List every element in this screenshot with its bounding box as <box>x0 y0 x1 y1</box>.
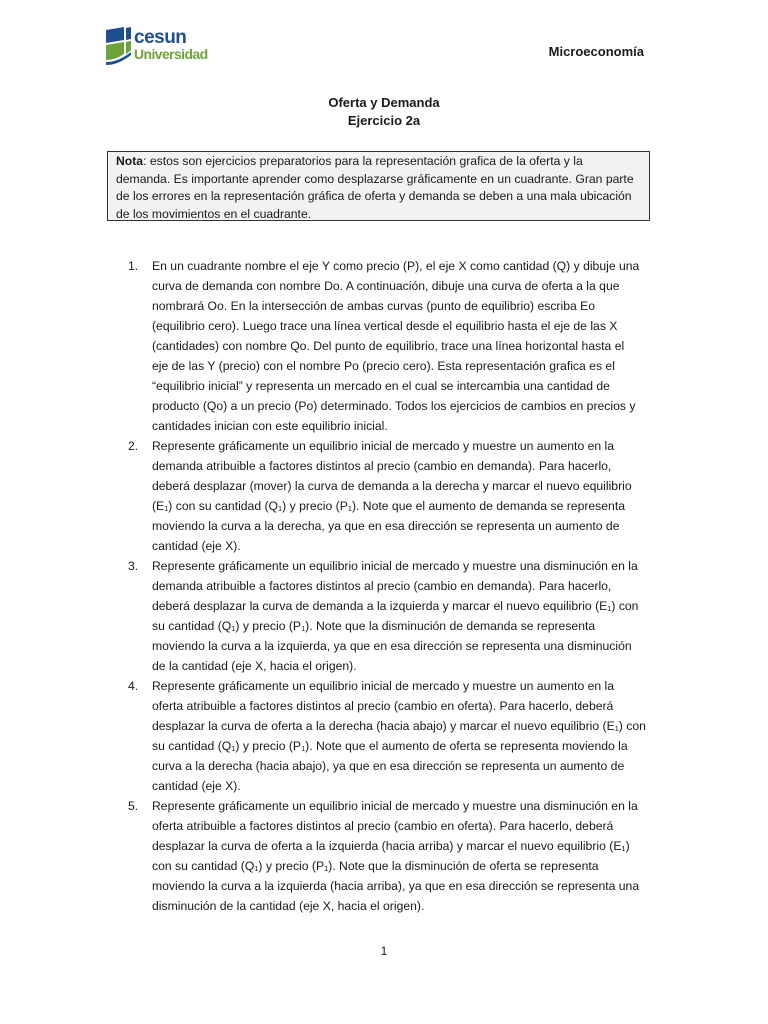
exercise-line: moviendo la curva a la derecha, ya que en esa dirección se representa un aumento de <box>152 519 620 533</box>
exercise-line: curva de demanda con nombre Do. A continuación, dibuje una curva de oferta a la que <box>152 279 620 293</box>
exercise-line: deberá desplazar la curva de demanda a la izquierda y marcar el nuevo equilibrio (E₁) con <box>152 599 639 613</box>
exercise-line: Represente gráficamente un equilibrio inicial de mercado y muestre un aumento en la <box>152 679 615 693</box>
title-line-2: Ejercicio 2a <box>347 113 421 128</box>
exercise-line: demanda atribuible a factores distintos al precio (cambio en demanda). Para hacerlo, <box>152 459 612 473</box>
title-line-1: Oferta y Demanda <box>328 95 440 110</box>
exercise-line: su cantidad (Q₁) y precio (P₁). Note que la disminución de demanda se representa <box>152 619 596 633</box>
exercise-number: 4. <box>128 679 139 693</box>
exercise-line: oferta atribuible a factores distintos al precio (cambio en oferta). Para hacerlo, deberá <box>152 699 614 713</box>
exercise-line: En un cuadrante nombre el eje Y como precio (P), el eje X como cantidad (Q) y dibuje una <box>152 259 640 273</box>
exercise-line: deberá desplazar (mover) la curva de demanda a la derecha y marcar el nuevo equilibrio <box>152 479 632 493</box>
note-box <box>107 151 650 221</box>
logo-emblem-icon <box>104 26 132 66</box>
exercise-line: (equilibrio cero). Luego trace una línea vertical desde el equilibrio hasta el eje de las X <box>152 319 618 333</box>
exercise-line: eje de las Y (precio) con el nombre Po (precio cero). Esta representación grafica es el <box>152 359 615 373</box>
exercise-item <box>128 436 660 556</box>
exercise-line: moviendo la curva a la izquierda, ya que en esa dirección se representa una disminución <box>152 639 632 653</box>
exercise-line: producto (Qo) a un precio (Po) determinado. Todos los ejercicios de cambios en precios y <box>152 399 636 413</box>
note-line: de los movimientos en el cuadrante. <box>116 206 312 221</box>
exercise-item <box>128 556 660 676</box>
page-number: 1 <box>380 944 388 958</box>
exercise-line: desplazar la curva de oferta a la izquierda (hacia arriba) y marcar el nuevo equilibrio (E₁) <box>152 839 630 853</box>
note-label: Nota <box>116 154 144 168</box>
exercise-line: curva a la derecha (hacia abajo), ya que en esa dirección se representa un aumento de <box>152 759 625 773</box>
exercise-item <box>128 676 660 796</box>
exercise-item <box>128 796 660 916</box>
exercise-line: Represente gráficamente un equilibrio inicial de mercado y muestre una disminución en la <box>152 799 638 813</box>
exercise-line: oferta atribuible a factores distintos al precio (cambio en oferta). Para hacerlo, deberá <box>152 819 614 833</box>
exercise-line: demanda atribuible a factores distintos al precio (cambio en demanda). Para hacerlo, <box>152 579 612 593</box>
exercise-list <box>128 256 660 916</box>
exercise-item <box>128 256 660 436</box>
exercise-line: disminución de la cantidad (eje X, hacia el origen). <box>152 899 425 913</box>
note-line: de los errores en la representación gráfica de oferta y demanda se deben a una mala ubicación <box>116 189 632 203</box>
exercise-line: “equilibrio inicial” y representa un mercado en el cual se intercambia una cantidad de <box>152 379 610 393</box>
exercise-line: moviendo la curva a la izquierda (hacia arriba), ya que en esa dirección se representa una <box>152 879 640 893</box>
exercise-line: cantidad (eje X). <box>152 779 241 793</box>
exercise-line: con su cantidad (Q₁) y precio (P₁). Note que la disminución de oferta se representa <box>152 859 599 873</box>
note-line <box>116 153 641 171</box>
exercise-line: su cantidad (Q₁) y precio (P₁). Note que el aumento de oferta se representa moviendo la <box>152 739 628 753</box>
exercise-line: (cantidades) con nombre Qo. Del punto de equilibrio, trace una línea horizontal hasta el <box>152 339 625 353</box>
exercise-line: Represente gráficamente un equilibrio inicial de mercado y muestre una disminución en la <box>152 559 638 573</box>
document-title <box>0 94 768 130</box>
exercise-number: 1. <box>128 259 139 273</box>
exercise-line: cantidad (eje X). <box>152 539 241 553</box>
exercise-line: de la cantidad (eje X, hacia el origen). <box>152 659 357 673</box>
exercise-line: nombrará Oo. En la intersección de ambas curvas (punto de equilibrio) escriba Eo <box>152 299 596 313</box>
exercise-line: (E₁) con su cantidad (Q₁) y precio (P₁). Note que el aumento de demanda se representa <box>152 499 625 513</box>
exercise-number: 5. <box>128 799 139 813</box>
cesun-universidad-logo <box>104 26 214 66</box>
note-text: : estos son ejercicios preparatorios para la representación grafica de la oferta y la <box>143 154 583 168</box>
exercise-line: Represente gráficamente un equilibrio inicial de mercado y muestre un aumento en la <box>152 439 615 453</box>
logo-wordmark-top: cesun <box>134 27 187 48</box>
note-line: demanda. Es importante aprender como desplazarse gráficamente en un cuadrante. Gran parte <box>116 171 634 186</box>
exercise-number: 3. <box>128 559 139 573</box>
exercise-number: 2. <box>128 439 139 453</box>
logo-wordmark-bottom: Universidad <box>134 46 208 62</box>
exercise-line: cantidades inician con este equilibrio inicial. <box>152 419 388 433</box>
exercise-line: desplazar la curva de oferta a la derecha (hacia abajo) y marcar el nuevo equilibrio (E₁) con <box>152 719 646 733</box>
header-subject: Microeconomía <box>548 44 644 59</box>
